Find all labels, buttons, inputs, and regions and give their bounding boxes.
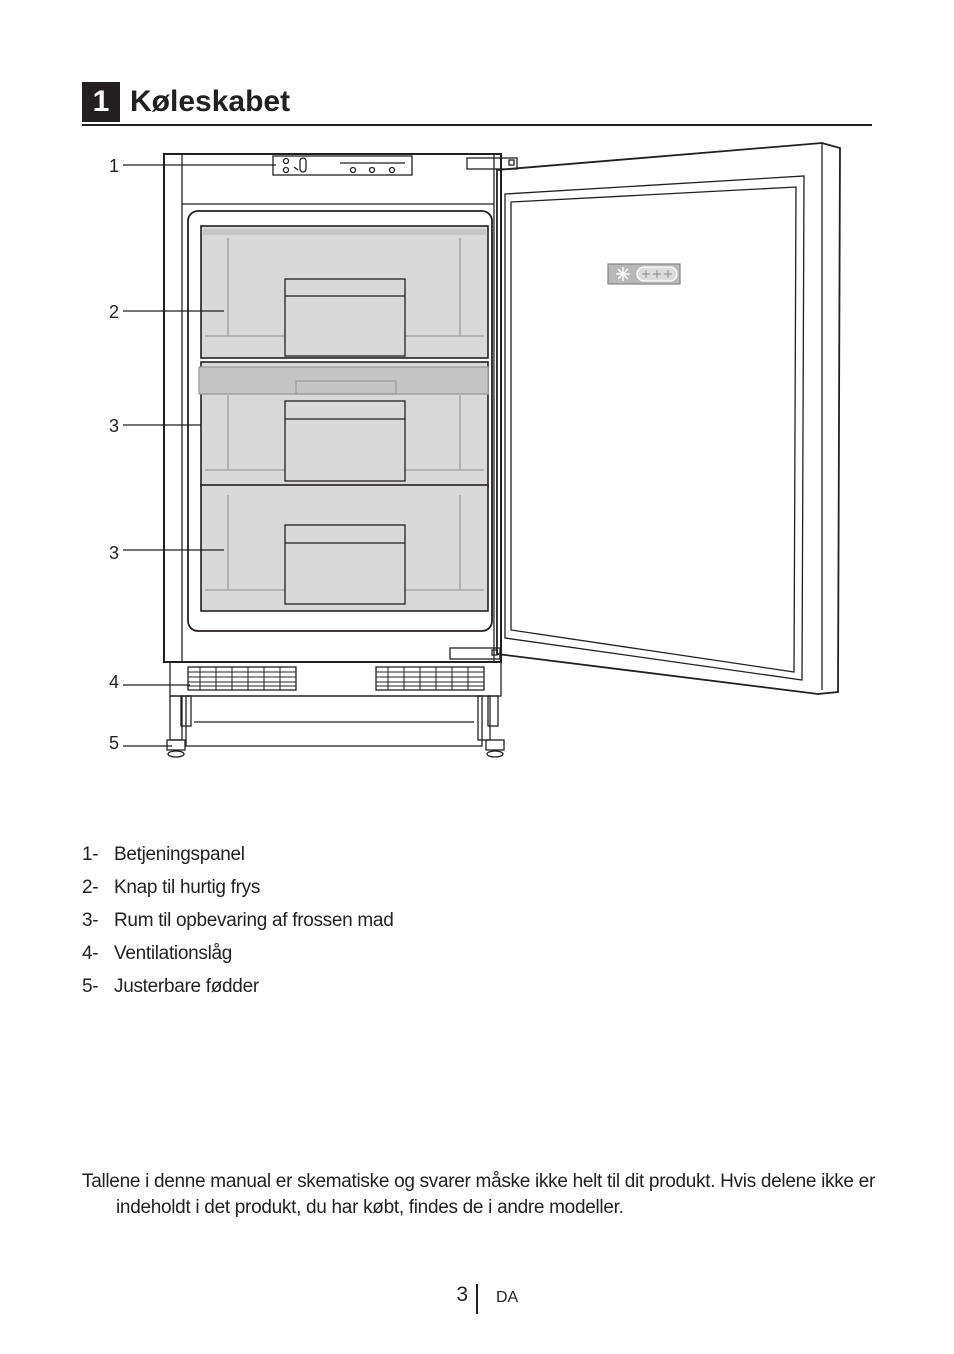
callout-1: 1 [109, 156, 120, 176]
language-code: DA [496, 1289, 519, 1306]
list-item: 4- Ventilationslåg [82, 943, 233, 964]
freezer-diagram [100, 138, 860, 778]
snowflake-star-rating-icon [616, 267, 630, 281]
callout-3a: 3 [109, 416, 120, 436]
page-number: 3 [456, 1283, 468, 1306]
list-item: 5- Justerbare fødder [82, 976, 259, 997]
ventilation-cover [170, 662, 501, 696]
callout-3b: 3 [109, 543, 120, 563]
drawer-bottom [201, 485, 488, 611]
section-number: 1 [82, 82, 120, 122]
drawer-top [201, 226, 488, 358]
list-item: 3- Rum til opbevaring af frossen mad [82, 910, 394, 931]
list-item: 1- Betjeningspanel [82, 844, 245, 865]
page-footer [0, 1282, 954, 1314]
footer-divider [476, 1284, 478, 1314]
section-heading [82, 82, 872, 126]
parts-list [82, 838, 393, 1003]
disclaimer-note: Tallene i denne manual er skematiske og svarer måske ikke helt til dit produkt. Hvis delene ikke er indeholdt i det produkt, du har købt, findes de i andre modeller. [82, 1171, 875, 1218]
control-panel [273, 156, 412, 175]
callout-4: 4 [109, 672, 120, 692]
callout-5: 5 [109, 733, 120, 753]
callout-2: 2 [109, 302, 120, 322]
adjustable-feet [167, 696, 504, 757]
list-item: 2- Knap til hurtig frys [82, 877, 261, 898]
open-door [497, 143, 840, 694]
section-title: Køleskabet [130, 85, 291, 118]
fast-freeze-flap [199, 362, 488, 486]
